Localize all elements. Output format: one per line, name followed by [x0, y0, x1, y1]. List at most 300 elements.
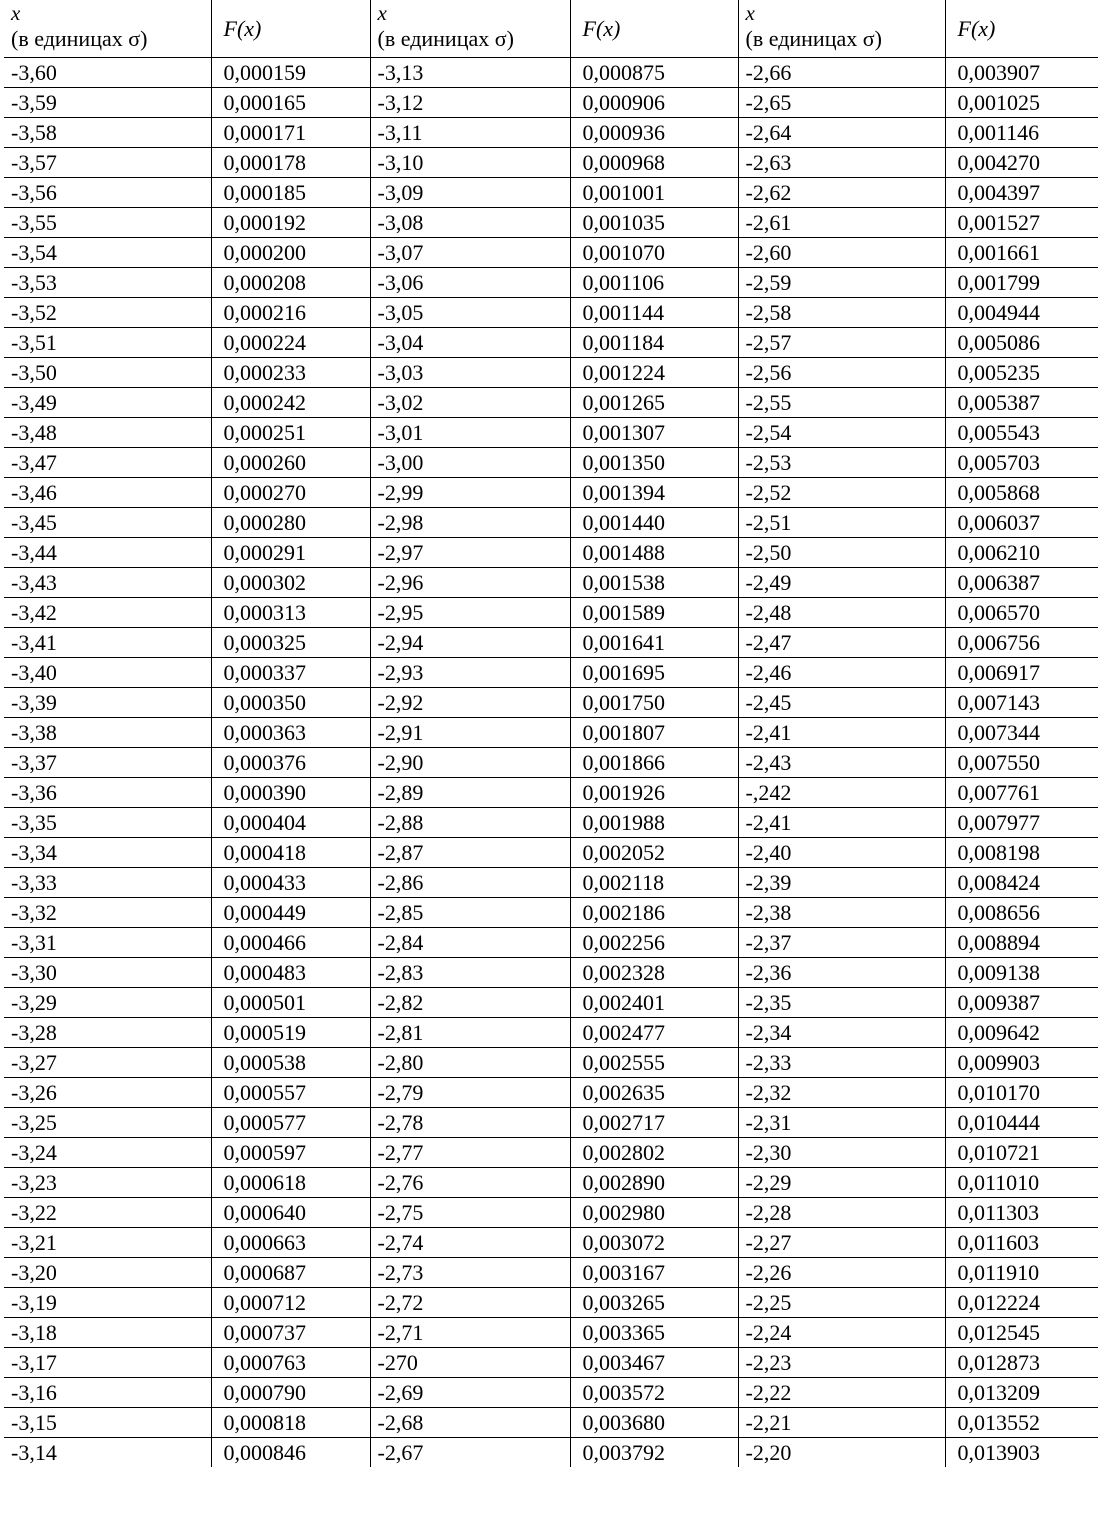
fx-value-cell: 0,001394 [570, 478, 738, 508]
fx-value-cell: 0,002890 [570, 1168, 738, 1198]
fx-value-cell: 0,002635 [570, 1078, 738, 1108]
fx-value-cell: 0,003072 [570, 1228, 738, 1258]
table-row [4, 88, 1098, 118]
x-value-cell: -2,86 [370, 868, 570, 898]
x-value-cell: -3,06 [370, 268, 570, 298]
fx-value-cell: 0,001001 [570, 178, 738, 208]
fx-value-cell: 0,010170 [945, 1078, 1098, 1108]
x-value-cell: -2,75 [370, 1198, 570, 1228]
fx-value-cell: 0,003467 [570, 1348, 738, 1378]
x-value-cell: -2,61 [738, 208, 945, 238]
table-row [4, 118, 1098, 148]
x-value-cell: -3,11 [370, 118, 570, 148]
fx-value-cell: 0,005868 [945, 478, 1098, 508]
x-value-cell: -3,26 [4, 1078, 211, 1108]
x-value-cell: -2,28 [738, 1198, 945, 1228]
header-x-var: x [11, 1, 21, 25]
fx-value-cell: 0,000763 [211, 1348, 370, 1378]
fx-value-cell: 0,003680 [570, 1408, 738, 1438]
fx-value-cell: 0,002328 [570, 958, 738, 988]
x-value-cell: -2,87 [370, 838, 570, 868]
fx-value-cell: 0,011603 [945, 1228, 1098, 1258]
x-value-cell: -2,67 [370, 1438, 570, 1468]
fx-value-cell: 0,000302 [211, 568, 370, 598]
header-fx-3 [945, 0, 1098, 58]
x-value-cell: -3,54 [4, 238, 211, 268]
x-value-cell: -3,41 [4, 628, 211, 658]
fx-value-cell: 0,002717 [570, 1108, 738, 1138]
x-value-cell: -3,27 [4, 1048, 211, 1078]
fx-value-cell: 0,010721 [945, 1138, 1098, 1168]
x-value-cell: -2,48 [738, 598, 945, 628]
fx-value-cell: 0,000233 [211, 358, 370, 388]
fx-value-cell: 0,000577 [211, 1108, 370, 1138]
fx-value-cell: 0,000906 [570, 88, 738, 118]
table-row [4, 1198, 1098, 1228]
fx-value-cell: 0,001661 [945, 238, 1098, 268]
x-value-cell: -2,26 [738, 1258, 945, 1288]
x-value-cell: -3,13 [370, 58, 570, 88]
x-value-cell: -2,56 [738, 358, 945, 388]
x-value-cell: -3,00 [370, 448, 570, 478]
fx-value-cell: 0,000418 [211, 838, 370, 868]
x-value-cell: -3,34 [4, 838, 211, 868]
x-value-cell: -3,09 [370, 178, 570, 208]
x-value-cell: -2,79 [370, 1078, 570, 1108]
fx-value-cell: 0,001488 [570, 538, 738, 568]
table-row [4, 358, 1098, 388]
fx-value-cell: 0,002052 [570, 838, 738, 868]
x-value-cell: -3,08 [370, 208, 570, 238]
table-row [4, 988, 1098, 1018]
header-x-unit: (в единицах σ) [11, 26, 148, 51]
fx-value-cell: 0,000376 [211, 748, 370, 778]
fx-value-cell: 0,001070 [570, 238, 738, 268]
fx-value-cell: 0,000280 [211, 508, 370, 538]
x-value-cell: -3,38 [4, 718, 211, 748]
fx-value-cell: 0,001589 [570, 598, 738, 628]
fx-value-cell: 0,001641 [570, 628, 738, 658]
x-value-cell: -3,14 [4, 1438, 211, 1468]
fx-value-cell: 0,000618 [211, 1168, 370, 1198]
fx-value-cell: 0,003167 [570, 1258, 738, 1288]
x-value-cell: -3,22 [4, 1198, 211, 1228]
fx-value-cell: 0,000640 [211, 1198, 370, 1228]
fx-value-cell: 0,000663 [211, 1228, 370, 1258]
fx-value-cell: 0,001025 [945, 88, 1098, 118]
fx-value-cell: 0,012224 [945, 1288, 1098, 1318]
table-row [4, 418, 1098, 448]
fx-value-cell: 0,000192 [211, 208, 370, 238]
x-value-cell: -3,55 [4, 208, 211, 238]
header-x-1 [4, 0, 211, 58]
x-value-cell: -3,02 [370, 388, 570, 418]
table-row [4, 1348, 1098, 1378]
header-row [4, 0, 1098, 58]
fx-value-cell: 0,006387 [945, 568, 1098, 598]
x-value-cell: -3,40 [4, 658, 211, 688]
fx-value-cell: 0,000404 [211, 808, 370, 838]
fx-value-cell: 0,000350 [211, 688, 370, 718]
fx-value-cell: 0,011010 [945, 1168, 1098, 1198]
x-value-cell: -3,21 [4, 1228, 211, 1258]
fx-value-cell: 0,000968 [570, 148, 738, 178]
x-value-cell: -2,20 [738, 1438, 945, 1468]
x-value-cell: -2,76 [370, 1168, 570, 1198]
x-value-cell: -2,31 [738, 1108, 945, 1138]
header-fx-1 [211, 0, 370, 58]
fx-value-cell: 0,002186 [570, 898, 738, 928]
fx-value-cell: 0,008656 [945, 898, 1098, 928]
header-x-2 [370, 0, 570, 58]
table-row [4, 928, 1098, 958]
x-value-cell: -2,30 [738, 1138, 945, 1168]
x-value-cell: -3,43 [4, 568, 211, 598]
x-value-cell: -2,60 [738, 238, 945, 268]
fx-value-cell: 0,001538 [570, 568, 738, 598]
fx-value-cell: 0,002802 [570, 1138, 738, 1168]
table-row [4, 178, 1098, 208]
fx-value-cell: 0,011303 [945, 1198, 1098, 1228]
fx-value-cell: 0,010444 [945, 1108, 1098, 1138]
table-row [4, 718, 1098, 748]
fx-value-cell: 0,012873 [945, 1348, 1098, 1378]
fx-value-cell: 0,000433 [211, 868, 370, 898]
x-value-cell: -2,33 [738, 1048, 945, 1078]
x-value-cell: -2,98 [370, 508, 570, 538]
fx-value-cell: 0,001750 [570, 688, 738, 718]
table-row [4, 1108, 1098, 1138]
x-value-cell: -3,53 [4, 268, 211, 298]
x-value-cell: -2,77 [370, 1138, 570, 1168]
x-value-cell: -3,05 [370, 298, 570, 328]
x-value-cell: -2,29 [738, 1168, 945, 1198]
x-value-cell: -3,15 [4, 1408, 211, 1438]
fx-value-cell: 0,000538 [211, 1048, 370, 1078]
x-value-cell: -2,96 [370, 568, 570, 598]
table-row [4, 958, 1098, 988]
fx-value-cell: 0,000313 [211, 598, 370, 628]
fx-value-cell: 0,006756 [945, 628, 1098, 658]
table-row [4, 208, 1098, 238]
x-value-cell: -2,93 [370, 658, 570, 688]
table-row [4, 1078, 1098, 1108]
table-row [4, 658, 1098, 688]
table-row [4, 778, 1098, 808]
table-row [4, 1288, 1098, 1318]
x-value-cell: -3,37 [4, 748, 211, 778]
fx-value-cell: 0,001350 [570, 448, 738, 478]
x-value-cell: -2,43 [738, 748, 945, 778]
fx-value-cell: 0,009138 [945, 958, 1098, 988]
fx-value-cell: 0,000597 [211, 1138, 370, 1168]
x-value-cell: -2,39 [738, 868, 945, 898]
table-row [4, 868, 1098, 898]
x-value-cell: -2,81 [370, 1018, 570, 1048]
x-value-cell: -3,19 [4, 1288, 211, 1318]
table-row [4, 1138, 1098, 1168]
x-value-cell: -2,54 [738, 418, 945, 448]
x-value-cell: -2,45 [738, 688, 945, 718]
fx-value-cell: 0,001695 [570, 658, 738, 688]
x-value-cell: -2,52 [738, 478, 945, 508]
fx-value-cell: 0,000291 [211, 538, 370, 568]
fx-value-cell: 0,001926 [570, 778, 738, 808]
x-value-cell: -2,82 [370, 988, 570, 1018]
x-value-cell: -2,73 [370, 1258, 570, 1288]
x-value-cell: -2,92 [370, 688, 570, 718]
table-row [4, 688, 1098, 718]
fx-value-cell: 0,004397 [945, 178, 1098, 208]
table-row [4, 538, 1098, 568]
fx-value-cell: 0,000875 [570, 58, 738, 88]
fx-value-cell: 0,003365 [570, 1318, 738, 1348]
fx-value-cell: 0,001527 [945, 208, 1098, 238]
x-value-cell: -,242 [738, 778, 945, 808]
fx-value-cell: 0,009387 [945, 988, 1098, 1018]
table-row [4, 148, 1098, 178]
x-value-cell: -2,23 [738, 1348, 945, 1378]
x-value-cell: -2,62 [738, 178, 945, 208]
x-value-cell: -2,47 [738, 628, 945, 658]
table-row [4, 388, 1098, 418]
x-value-cell: -2,89 [370, 778, 570, 808]
fx-value-cell: 0,002555 [570, 1048, 738, 1078]
fx-value-cell: 0,000466 [211, 928, 370, 958]
table-row [4, 448, 1098, 478]
x-value-cell: -2,63 [738, 148, 945, 178]
x-value-cell: -2,41 [738, 808, 945, 838]
fx-value-cell: 0,012545 [945, 1318, 1098, 1348]
header-x-3 [738, 0, 945, 58]
x-value-cell: -2,71 [370, 1318, 570, 1348]
x-value-cell: -2,21 [738, 1408, 945, 1438]
fx-value-cell: 0,009903 [945, 1048, 1098, 1078]
x-value-cell: -3,24 [4, 1138, 211, 1168]
x-value-cell: -2,72 [370, 1288, 570, 1318]
fx-value-cell: 0,001307 [570, 418, 738, 448]
fx-value-cell: 0,000208 [211, 268, 370, 298]
x-value-cell: -2,80 [370, 1048, 570, 1078]
fx-value-cell: 0,001144 [570, 298, 738, 328]
fx-value-cell: 0,001265 [570, 388, 738, 418]
x-value-cell: -3,25 [4, 1108, 211, 1138]
fx-value-cell: 0,000270 [211, 478, 370, 508]
fx-value-cell: 0,008424 [945, 868, 1098, 898]
table-row [4, 1378, 1098, 1408]
table-row [4, 58, 1098, 88]
fx-value-cell: 0,003792 [570, 1438, 738, 1468]
x-value-cell: -3,33 [4, 868, 211, 898]
x-value-cell: -3,49 [4, 388, 211, 418]
x-value-cell: -3,32 [4, 898, 211, 928]
x-value-cell: -2,88 [370, 808, 570, 838]
fx-value-cell: 0,000687 [211, 1258, 370, 1288]
fx-value-cell: 0,001866 [570, 748, 738, 778]
fx-value-cell: 0,000165 [211, 88, 370, 118]
fx-value-cell: 0,009642 [945, 1018, 1098, 1048]
fx-value-cell: 0,000224 [211, 328, 370, 358]
fx-value-cell: 0,001224 [570, 358, 738, 388]
header-x-var: x [377, 1, 387, 25]
fx-value-cell: 0,005387 [945, 388, 1098, 418]
x-value-cell: -3,45 [4, 508, 211, 538]
x-value-cell: -3,39 [4, 688, 211, 718]
x-value-cell: -2,22 [738, 1378, 945, 1408]
fx-value-cell: 0,000790 [211, 1378, 370, 1408]
fx-value-cell: 0,000818 [211, 1408, 370, 1438]
x-value-cell: -2,36 [738, 958, 945, 988]
fx-value-cell: 0,000363 [211, 718, 370, 748]
fx-value-cell: 0,000171 [211, 118, 370, 148]
header-x-var: x [745, 1, 755, 25]
x-value-cell: -3,48 [4, 418, 211, 448]
x-value-cell: -2,25 [738, 1288, 945, 1318]
table-row [4, 598, 1098, 628]
fx-value-cell: 0,000557 [211, 1078, 370, 1108]
x-value-cell: -3,10 [370, 148, 570, 178]
table-row [4, 1258, 1098, 1288]
x-value-cell: -2,58 [738, 298, 945, 328]
fx-value-cell: 0,000712 [211, 1288, 370, 1318]
fx-value-cell: 0,000251 [211, 418, 370, 448]
x-value-cell: -3,28 [4, 1018, 211, 1048]
fx-value-cell: 0,001988 [570, 808, 738, 838]
x-value-cell: -3,42 [4, 598, 211, 628]
x-value-cell: -2,35 [738, 988, 945, 1018]
fx-value-cell: 0,013903 [945, 1438, 1098, 1468]
header-fx-label: F(x) [223, 15, 262, 41]
table-row [4, 1438, 1098, 1468]
fx-value-cell: 0,000519 [211, 1018, 370, 1048]
normal-distribution-table [4, 0, 1098, 1467]
fx-value-cell: 0,007143 [945, 688, 1098, 718]
table-row [4, 1228, 1098, 1258]
fx-value-cell: 0,002477 [570, 1018, 738, 1048]
x-value-cell: -3,16 [4, 1378, 211, 1408]
table-row [4, 838, 1098, 868]
header-x-unit: (в единицах σ) [745, 26, 882, 51]
x-value-cell: -3,29 [4, 988, 211, 1018]
x-value-cell: -3,36 [4, 778, 211, 808]
x-value-cell: -3,20 [4, 1258, 211, 1288]
x-value-cell: -3,04 [370, 328, 570, 358]
fx-value-cell: 0,000242 [211, 388, 370, 418]
x-value-cell: -3,17 [4, 1348, 211, 1378]
table-row [4, 628, 1098, 658]
fx-value-cell: 0,008894 [945, 928, 1098, 958]
x-value-cell: -3,46 [4, 478, 211, 508]
x-value-cell: -2,41 [738, 718, 945, 748]
fx-value-cell: 0,005543 [945, 418, 1098, 448]
table-row [4, 1018, 1098, 1048]
fx-value-cell: 0,001440 [570, 508, 738, 538]
fx-value-cell: 0,001799 [945, 268, 1098, 298]
table-body [4, 58, 1098, 1468]
x-value-cell: -3,35 [4, 808, 211, 838]
fx-value-cell: 0,000337 [211, 658, 370, 688]
x-value-cell: -2,38 [738, 898, 945, 928]
x-value-cell: -2,27 [738, 1228, 945, 1258]
fx-value-cell: 0,002118 [570, 868, 738, 898]
x-value-cell: -3,59 [4, 88, 211, 118]
x-value-cell: -3,58 [4, 118, 211, 148]
x-value-cell: -2,66 [738, 58, 945, 88]
x-value-cell: -3,44 [4, 538, 211, 568]
x-value-cell: -2,40 [738, 838, 945, 868]
x-value-cell: -2,24 [738, 1318, 945, 1348]
header-fx-label: F(x) [582, 15, 621, 41]
fx-value-cell: 0,000846 [211, 1438, 370, 1468]
fx-value-cell: 0,000159 [211, 58, 370, 88]
x-value-cell: -2,99 [370, 478, 570, 508]
x-value-cell: -2,95 [370, 598, 570, 628]
table-row [4, 748, 1098, 778]
fx-value-cell: 0,000325 [211, 628, 370, 658]
fx-value-cell: 0,007761 [945, 778, 1098, 808]
fx-value-cell: 0,001146 [945, 118, 1098, 148]
x-value-cell: -3,47 [4, 448, 211, 478]
fx-value-cell: 0,006570 [945, 598, 1098, 628]
x-value-cell: -3,52 [4, 298, 211, 328]
table-row [4, 808, 1098, 838]
table-row [4, 1408, 1098, 1438]
fx-value-cell: 0,004944 [945, 298, 1098, 328]
fx-value-cell: 0,013552 [945, 1408, 1098, 1438]
x-value-cell: -2,37 [738, 928, 945, 958]
table-row [4, 508, 1098, 538]
x-value-cell: -2,32 [738, 1078, 945, 1108]
table-row [4, 1168, 1098, 1198]
table-row [4, 328, 1098, 358]
fx-value-cell: 0,007344 [945, 718, 1098, 748]
x-value-cell: -270 [370, 1348, 570, 1378]
fx-value-cell: 0,006917 [945, 658, 1098, 688]
x-value-cell: -2,78 [370, 1108, 570, 1138]
x-value-cell: -2,90 [370, 748, 570, 778]
x-value-cell: -3,31 [4, 928, 211, 958]
fx-value-cell: 0,003907 [945, 58, 1098, 88]
x-value-cell: -2,85 [370, 898, 570, 928]
fx-value-cell: 0,001035 [570, 208, 738, 238]
x-value-cell: -3,12 [370, 88, 570, 118]
fx-value-cell: 0,000185 [211, 178, 370, 208]
fx-value-cell: 0,007550 [945, 748, 1098, 778]
fx-value-cell: 0,011910 [945, 1258, 1098, 1288]
x-value-cell: -3,18 [4, 1318, 211, 1348]
fx-value-cell: 0,000390 [211, 778, 370, 808]
x-value-cell: -2,84 [370, 928, 570, 958]
x-value-cell: -3,56 [4, 178, 211, 208]
table-row [4, 1318, 1098, 1348]
x-value-cell: -3,60 [4, 58, 211, 88]
table-row [4, 568, 1098, 598]
table-row [4, 898, 1098, 928]
x-value-cell: -2,59 [738, 268, 945, 298]
fx-value-cell: 0,000936 [570, 118, 738, 148]
fx-value-cell: 0,007977 [945, 808, 1098, 838]
fx-value-cell: 0,013209 [945, 1378, 1098, 1408]
table-row [4, 268, 1098, 298]
fx-value-cell: 0,006210 [945, 538, 1098, 568]
fx-value-cell: 0,000216 [211, 298, 370, 328]
fx-value-cell: 0,000501 [211, 988, 370, 1018]
x-value-cell: -2,74 [370, 1228, 570, 1258]
fx-value-cell: 0,000178 [211, 148, 370, 178]
x-value-cell: -3,30 [4, 958, 211, 988]
fx-value-cell: 0,006037 [945, 508, 1098, 538]
x-value-cell: -3,23 [4, 1168, 211, 1198]
